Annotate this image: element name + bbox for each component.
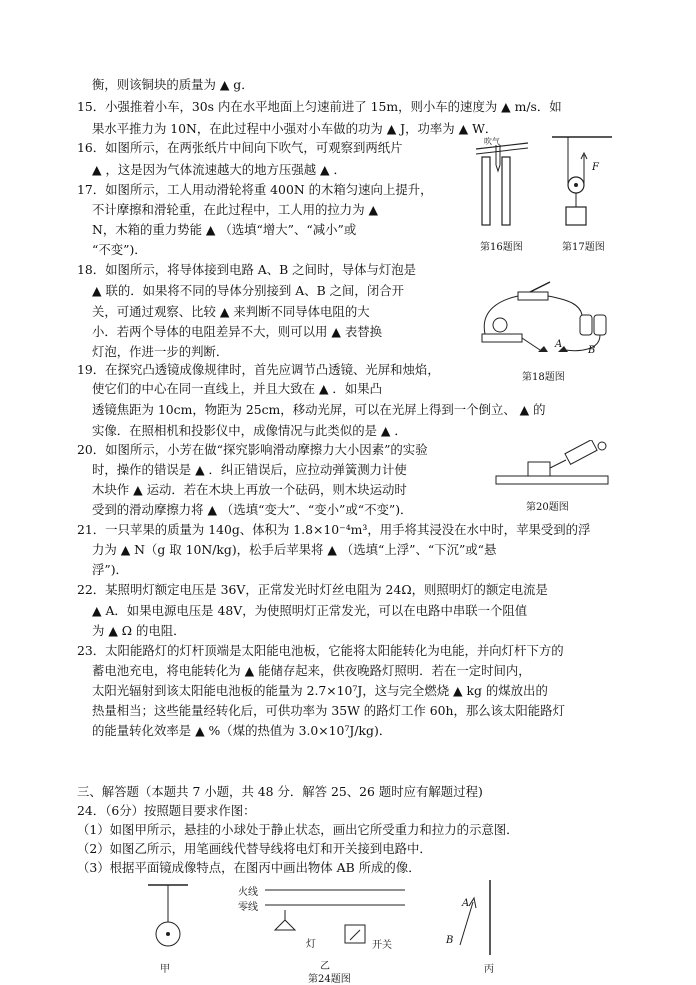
bing-label: 丙 xyxy=(484,964,494,975)
text-line: 小．若两个导体的电阻差异不大，则可以用 ▲ 表替换 xyxy=(92,324,382,339)
figure-24-caption: 第24题图 xyxy=(308,974,351,985)
label-a-24: A xyxy=(462,898,470,909)
text-line: “不变”)． xyxy=(92,242,147,257)
text-line: （2）如图乙所示，用笔画线代替导线将电灯和开关接到电路中． xyxy=(77,841,432,856)
label-b-24: B xyxy=(446,935,454,946)
text-line: 热量相当；这些能量经转化后，可供功率为 35W 的路灯工作 60h，那么该太阳能路灯 xyxy=(92,703,565,718)
text-line: 浮”)． xyxy=(92,562,128,577)
figure-18-caption: 第18题图 xyxy=(522,372,565,383)
figure-20-caption: 第20题图 xyxy=(526,502,569,513)
text-line: 为 ▲ Ω 的电阻． xyxy=(92,623,186,638)
text-line: 18．如图所示，将导体接到电路 A、B 之间时，导体与灯泡是 xyxy=(77,262,417,277)
text-line: ▲ 联的．如果将不同的导体分别接到 A、B 之间，闭合开 xyxy=(92,283,404,298)
figure-20-friction-setup xyxy=(494,440,614,495)
text-line: 不计摩擦和滑轮重，在此过程中，工人用的拉力为 ▲ xyxy=(92,202,379,217)
text-line: 蓄电池充电，将电能转化为 ▲ 能储存起来，供夜晚路灯照明．若在一定时间内， xyxy=(92,663,531,678)
label-b: B xyxy=(588,345,596,356)
text-line: 20．如图所示，小芳在做“探究影响滑动摩擦力大小因素”的实验 xyxy=(77,442,428,457)
label-a: A xyxy=(555,339,563,350)
text-line: 灯泡，作进一步的判断． xyxy=(92,344,229,359)
jia-label: 甲 xyxy=(160,964,170,975)
figure-16-caption: 第16题图 xyxy=(480,242,523,253)
force-f-label: F xyxy=(592,162,599,173)
text-line: 17．如图所示，工人用动滑轮将重 400N 的木箱匀速向上提升， xyxy=(77,182,433,197)
text-line: 关，可通过观察、比较 ▲ 来判断不同导体电阻的大 xyxy=(92,304,370,319)
switch-label: 开关 xyxy=(372,940,392,951)
figure-17-pulley xyxy=(552,135,617,235)
text-line: 使它们的中心在同一直线上，并且大致在 ▲ ．如果凸 xyxy=(92,381,382,396)
text-line: 22．某照明灯额定电压是 36V，正常发光时灯丝电阻为 24Ω，则照明灯的额定电流是 xyxy=(77,582,548,597)
live-wire-label: 火线 xyxy=(238,887,258,898)
text-line: 的能量转化效率是 ▲ %（煤的热值为 3.0×10⁷J/kg)． xyxy=(92,723,392,738)
text-line: 19．在探究凸透镜成像规律时，首先应调节凸透镜、光屏和烛焰， xyxy=(77,362,440,377)
text-line: 15．小强推着小车，30s 内在水平地面上匀速前进了 15m，则小车的速度为 ▲ m/s．如 xyxy=(77,99,562,114)
text-line: 24．（6分）按照题目要求作图： xyxy=(77,803,256,818)
figure-17-caption: 第17题图 xyxy=(562,242,605,253)
figure-24 xyxy=(140,880,520,970)
text-line: 实像．在照相机和投影仪中，成像情况与此类似的是 ▲ ． xyxy=(92,423,407,438)
text-line: ▲ ，这是因为气体流速越大的地方压强越 ▲ ． xyxy=(92,162,346,177)
figure-18-circuit xyxy=(470,280,620,365)
figure-16-paper-sheets xyxy=(468,135,538,235)
text-line: 受到的滑动摩擦力将 ▲ （选填“变大”、“变小”或“不变”)． xyxy=(92,502,413,517)
section-heading: 三、解答题（本题共 7 小题，共 48 分．解答 25、26 题时应有解题过程) xyxy=(77,784,483,799)
text-line: 23．太阳能路灯的灯杆顶端是太阳能电池板，它能将太阳能转化为电能，并向灯杆下方的 xyxy=(77,643,564,658)
text-line: 16．如图所示，在两张纸片中间向下吹气，可观察到两纸片 xyxy=(77,140,403,155)
text-line: 21．一只苹果的质量为 140g、体积为 1.8×10⁻⁴m³，用手将其浸没在水中时，苹果受到的浮 xyxy=(77,522,591,537)
neutral-wire-label: 零线 xyxy=(238,902,258,913)
text-line: （3）根据平面镜成像特点，在图丙中画出物体 AB 所成的像． xyxy=(77,860,421,875)
text-line: 透镜焦距为 10cm，物距为 25cm，移动光屏，可以在光屏上得到一个倒立、 ▲ 的 xyxy=(92,402,546,417)
lamp-label: 灯 xyxy=(306,939,316,950)
blow-label: 吹气 xyxy=(484,137,500,146)
text-line: 果水平推力为 10N，在此过程中小强对小车做的功为 ▲ J，功率为 ▲ W． xyxy=(92,121,498,136)
text-line: 时，操作的错误是 ▲ ．纠正错误后，应拉动弹簧测力计使 xyxy=(92,462,407,477)
yi-label: 乙 xyxy=(320,961,330,972)
text-line: ▲ A．如果电源电压是 48V，为使照明灯正常发光，可以在电路中串联一个阻值 xyxy=(92,603,528,618)
text-line: 太阳光辐射到该太阳能电池板的能量为 2.7×10⁷J，这与完全燃烧 ▲ kg 的煤放出的 xyxy=(92,683,548,698)
text-line: 力为 ▲ N（g 取 10N/kg)，松手后苹果将 ▲ （选填“上浮”、“下沉”或“悬 xyxy=(92,542,497,557)
text-line: （1）如图甲所示，悬挂的小球处于静止状态，画出它所受重力和拉力的示意图． xyxy=(77,822,519,837)
text-line: 木块作 ▲ 运动．若在木块上再放一个砝码，则木块运动时 xyxy=(92,482,407,497)
text-line: 衡，则该铜块的质量为 ▲ g． xyxy=(92,77,254,92)
text-line: N，木箱的重力势能 ▲ （选填“增大”、“减小”或 xyxy=(92,222,357,237)
